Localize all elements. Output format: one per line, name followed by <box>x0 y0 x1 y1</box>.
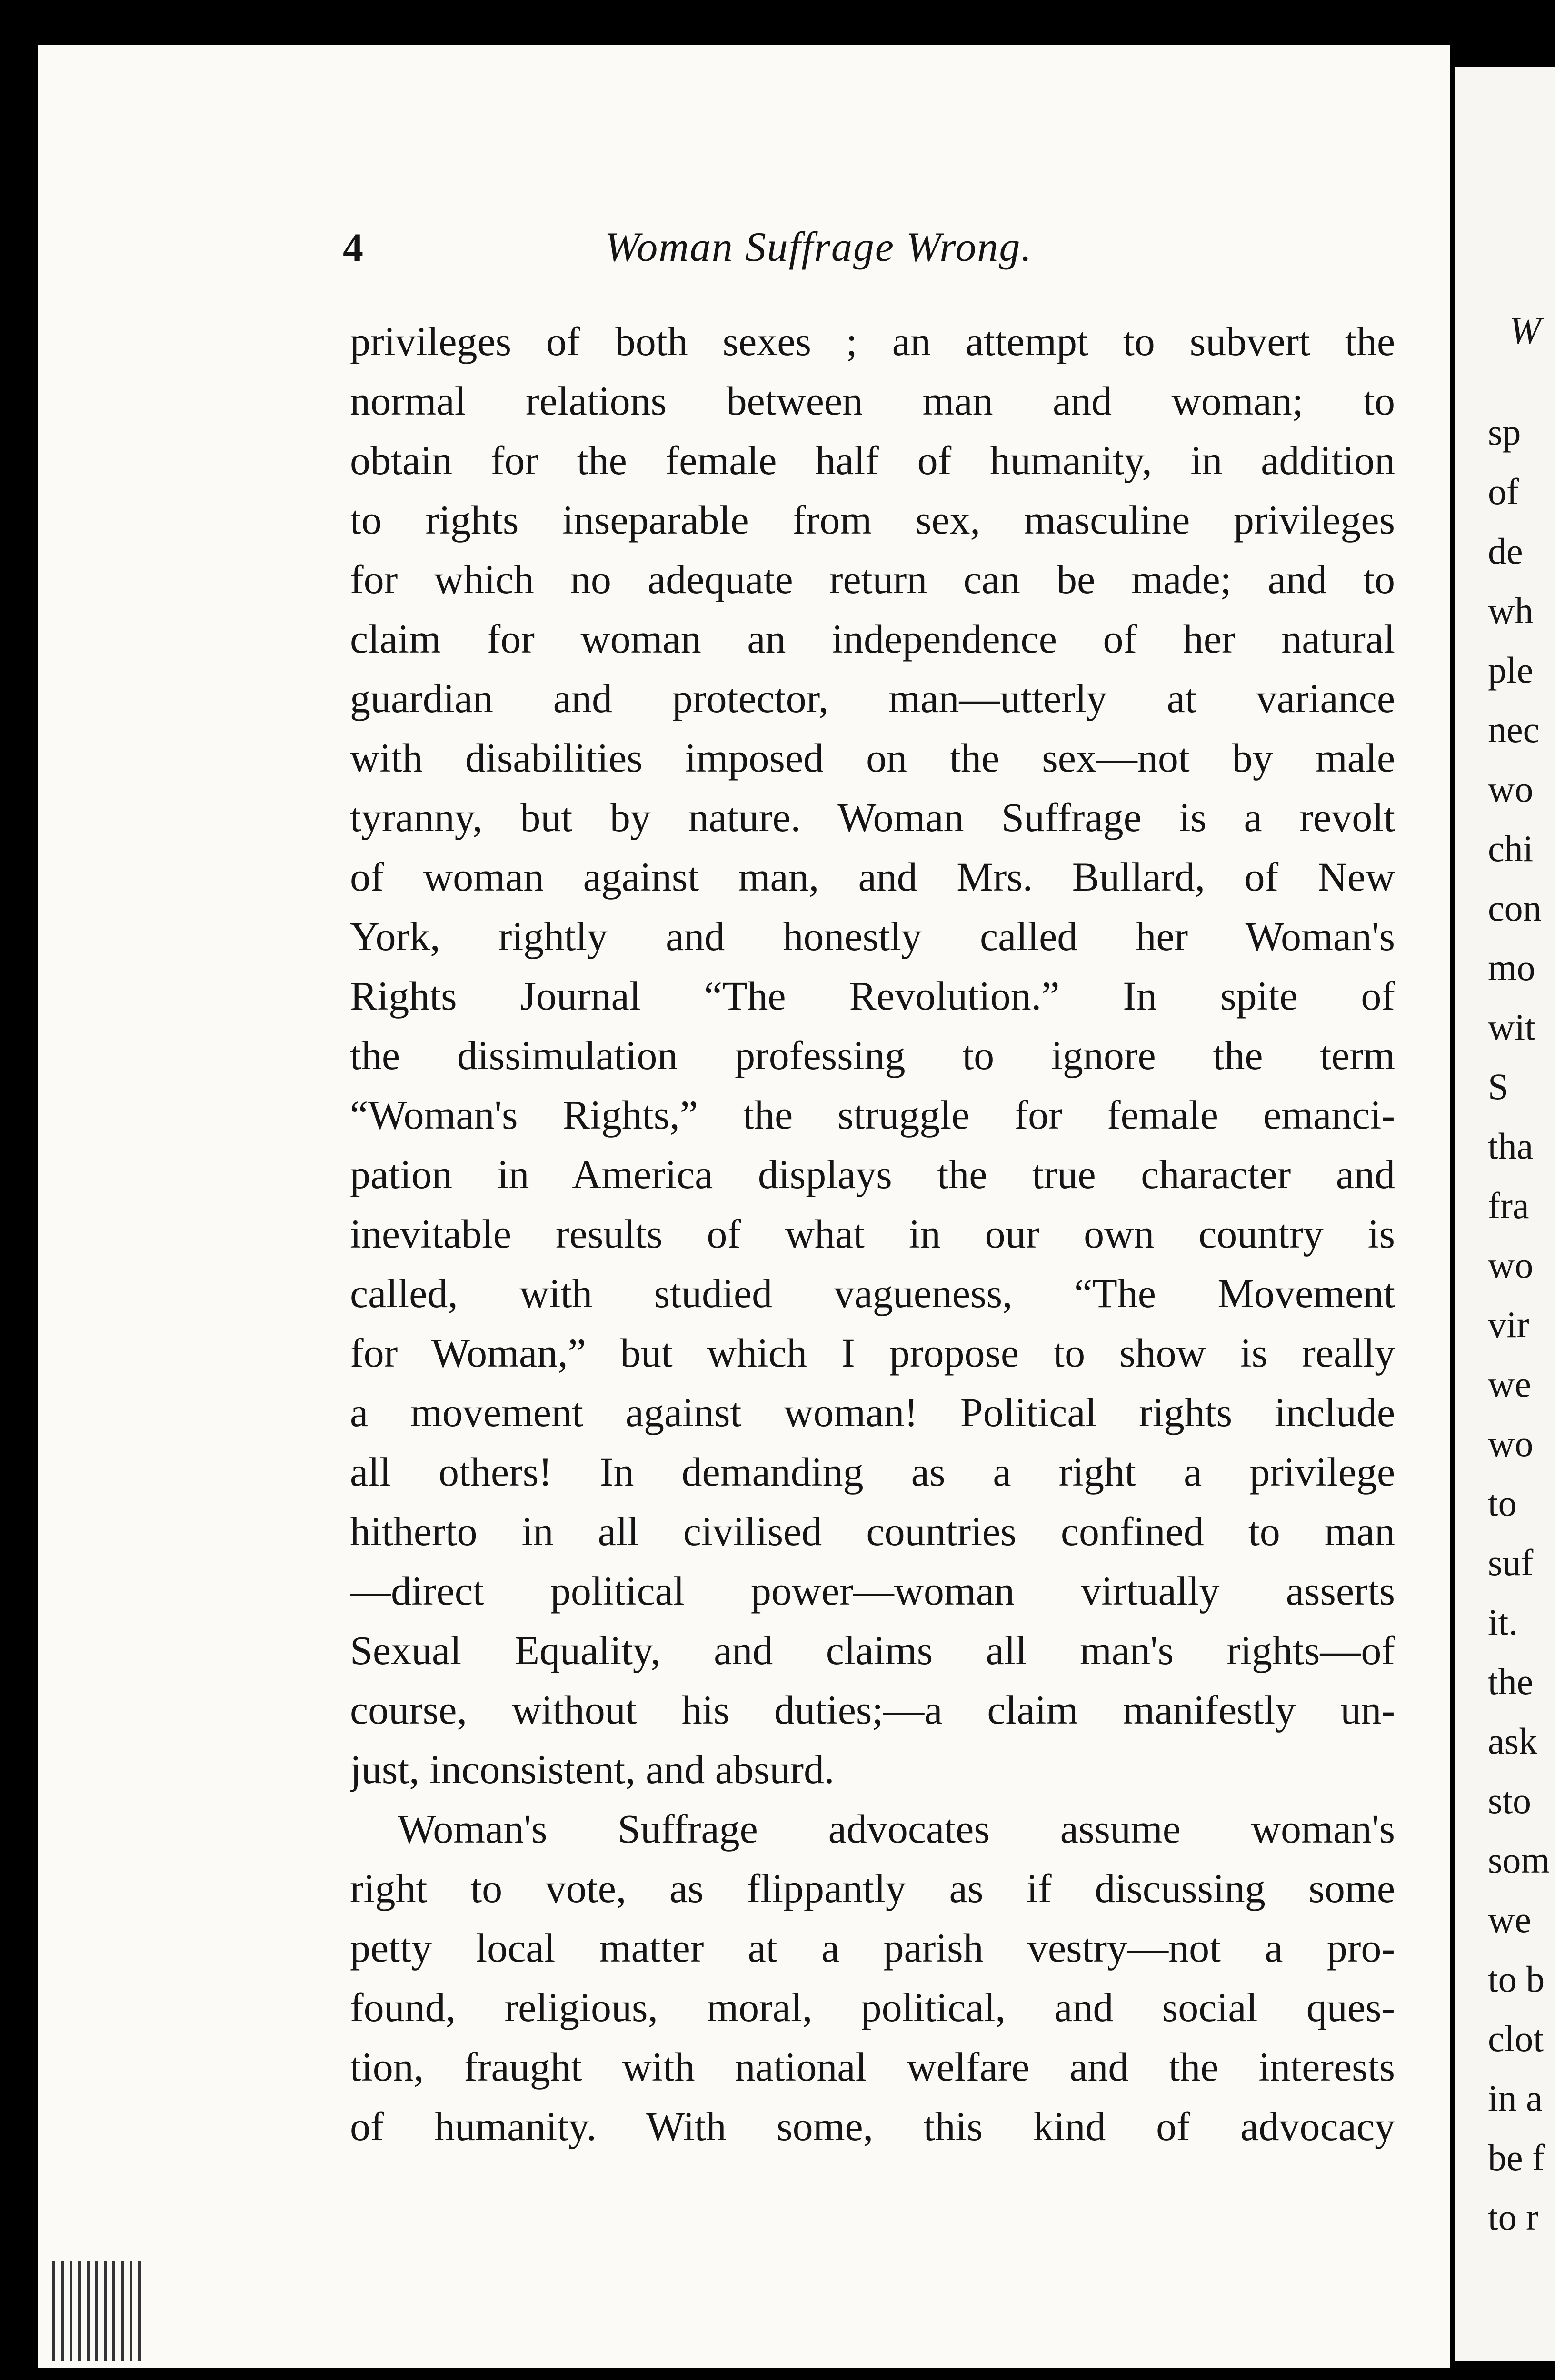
text-line: tion, fraught with national welfare and the interests <box>350 2044 1395 2090</box>
facing-page-line: de <box>1488 530 1523 572</box>
facing-page-line: to r <box>1488 2196 1539 2238</box>
facing-page-fragment <box>1455 67 1555 2361</box>
facing-page-text <box>1455 402 1550 2247</box>
text-line: found, religious, moral, political, and social ques- <box>350 1984 1395 2030</box>
facing-page-line: nec <box>1488 709 1540 750</box>
facing-page-line: we <box>1488 1363 1531 1405</box>
facing-page-line: wit <box>1488 1006 1535 1048</box>
text-line: all others! In demanding as a right a privilege <box>350 1449 1395 1495</box>
facing-page-line: tha <box>1488 1125 1534 1167</box>
text-line: course, without his duties;—a claim manifestly un- <box>350 1687 1395 1733</box>
binding-thread-marks <box>52 2261 143 2361</box>
facing-page-line: wo <box>1488 1244 1534 1286</box>
facing-page-line: it. <box>1488 1601 1518 1643</box>
facing-page-line: in a <box>1488 2077 1543 2119</box>
text-line: to rights inseparable from sex, masculine privileges <box>350 497 1395 543</box>
facing-page-line: be f <box>1488 2137 1545 2178</box>
text-line: of humanity. With some, this kind of advocacy <box>350 2103 1395 2149</box>
text-line: the dissimulation professing to ignore the term <box>350 1032 1395 1078</box>
facing-page-line: sp <box>1488 411 1521 453</box>
text-line: pation in America displays the true character and <box>350 1151 1395 1197</box>
text-line: obtain for the female half of humanity, in addition <box>350 437 1395 483</box>
facing-page-line: ple <box>1488 649 1534 691</box>
text-line: just, inconsistent, and absurd. <box>350 1746 835 1792</box>
facing-page-line: the <box>1488 1661 1534 1702</box>
facing-page-line: of <box>1488 471 1519 512</box>
facing-page-line: suf <box>1488 1542 1534 1583</box>
text-line: Sexual Equality, and claims all man's rights—of <box>350 1627 1395 1673</box>
facing-page-line: we <box>1488 1899 1531 1940</box>
text-line: normal relations between man and woman; to <box>350 378 1395 424</box>
running-head <box>343 217 1400 278</box>
text-line: guardian and protector, man—utterly at variance <box>350 675 1395 721</box>
facing-page-line: S <box>1488 1066 1509 1107</box>
facing-page-line: som <box>1488 1839 1550 1881</box>
text-line: privileges of both sexes ; an attempt to subvert the <box>350 318 1395 364</box>
facing-page-line: fra <box>1488 1185 1529 1226</box>
text-line: of woman against man, and Mrs. Bullard, of New <box>350 854 1395 900</box>
facing-page-line: wo <box>1488 768 1534 810</box>
text-line: York, rightly and honestly called her Woman's <box>350 913 1395 959</box>
facing-page-line: to <box>1488 1482 1517 1524</box>
page-number: 4 <box>343 225 363 270</box>
text-line: for Woman,” but which I propose to show is really <box>350 1330 1395 1376</box>
body-text <box>350 312 1395 2156</box>
text-line: tyranny, but by nature. Woman Suffrage is a revolt <box>350 794 1395 840</box>
text-line: hitherto in all civilised countries confined to man <box>350 1508 1395 1554</box>
facing-page-line: vir <box>1488 1304 1529 1345</box>
facing-page-line: con <box>1488 887 1542 929</box>
facing-page-line: wh <box>1488 590 1534 631</box>
text-line: Woman's Suffrage advocates assume woman's <box>398 1806 1395 1852</box>
facing-page-line: sto <box>1488 1780 1532 1821</box>
text-line: claim for woman an independence of her natural <box>350 616 1395 662</box>
text-line: for which no adequate return can be made; and to <box>350 556 1395 602</box>
text-line: inevitable results of what in our own country is <box>350 1211 1395 1257</box>
facing-page-line: ask <box>1488 1720 1537 1762</box>
text-line: petty local matter at a parish vestry—not a pro- <box>350 1925 1395 1971</box>
text-line: a movement against woman! Political rights include <box>350 1389 1395 1435</box>
text-line: —direct political power—woman virtually asserts <box>350 1568 1395 1614</box>
text-line: “Woman's Rights,” the struggle for female emanci- <box>350 1092 1395 1138</box>
facing-page-line: mo <box>1488 947 1535 988</box>
facing-page-line: clot <box>1488 2018 1544 2059</box>
text-line: Rights Journal “The Revolution.” In spite of <box>350 973 1395 1019</box>
facing-page-running-head: W <box>1509 310 1541 352</box>
text-line: with disabilities imposed on the sex—not by male <box>350 735 1395 781</box>
facing-page-line: chi <box>1488 828 1534 869</box>
facing-page-line: to b <box>1488 1958 1545 2000</box>
running-title: Woman Suffrage Wrong. <box>605 224 1033 270</box>
text-line: right to vote, as flippantly as if discussing some <box>350 1865 1395 1911</box>
facing-page-line: wo <box>1488 1423 1534 1464</box>
text-line: called, with studied vagueness, “The Movement <box>350 1270 1395 1316</box>
